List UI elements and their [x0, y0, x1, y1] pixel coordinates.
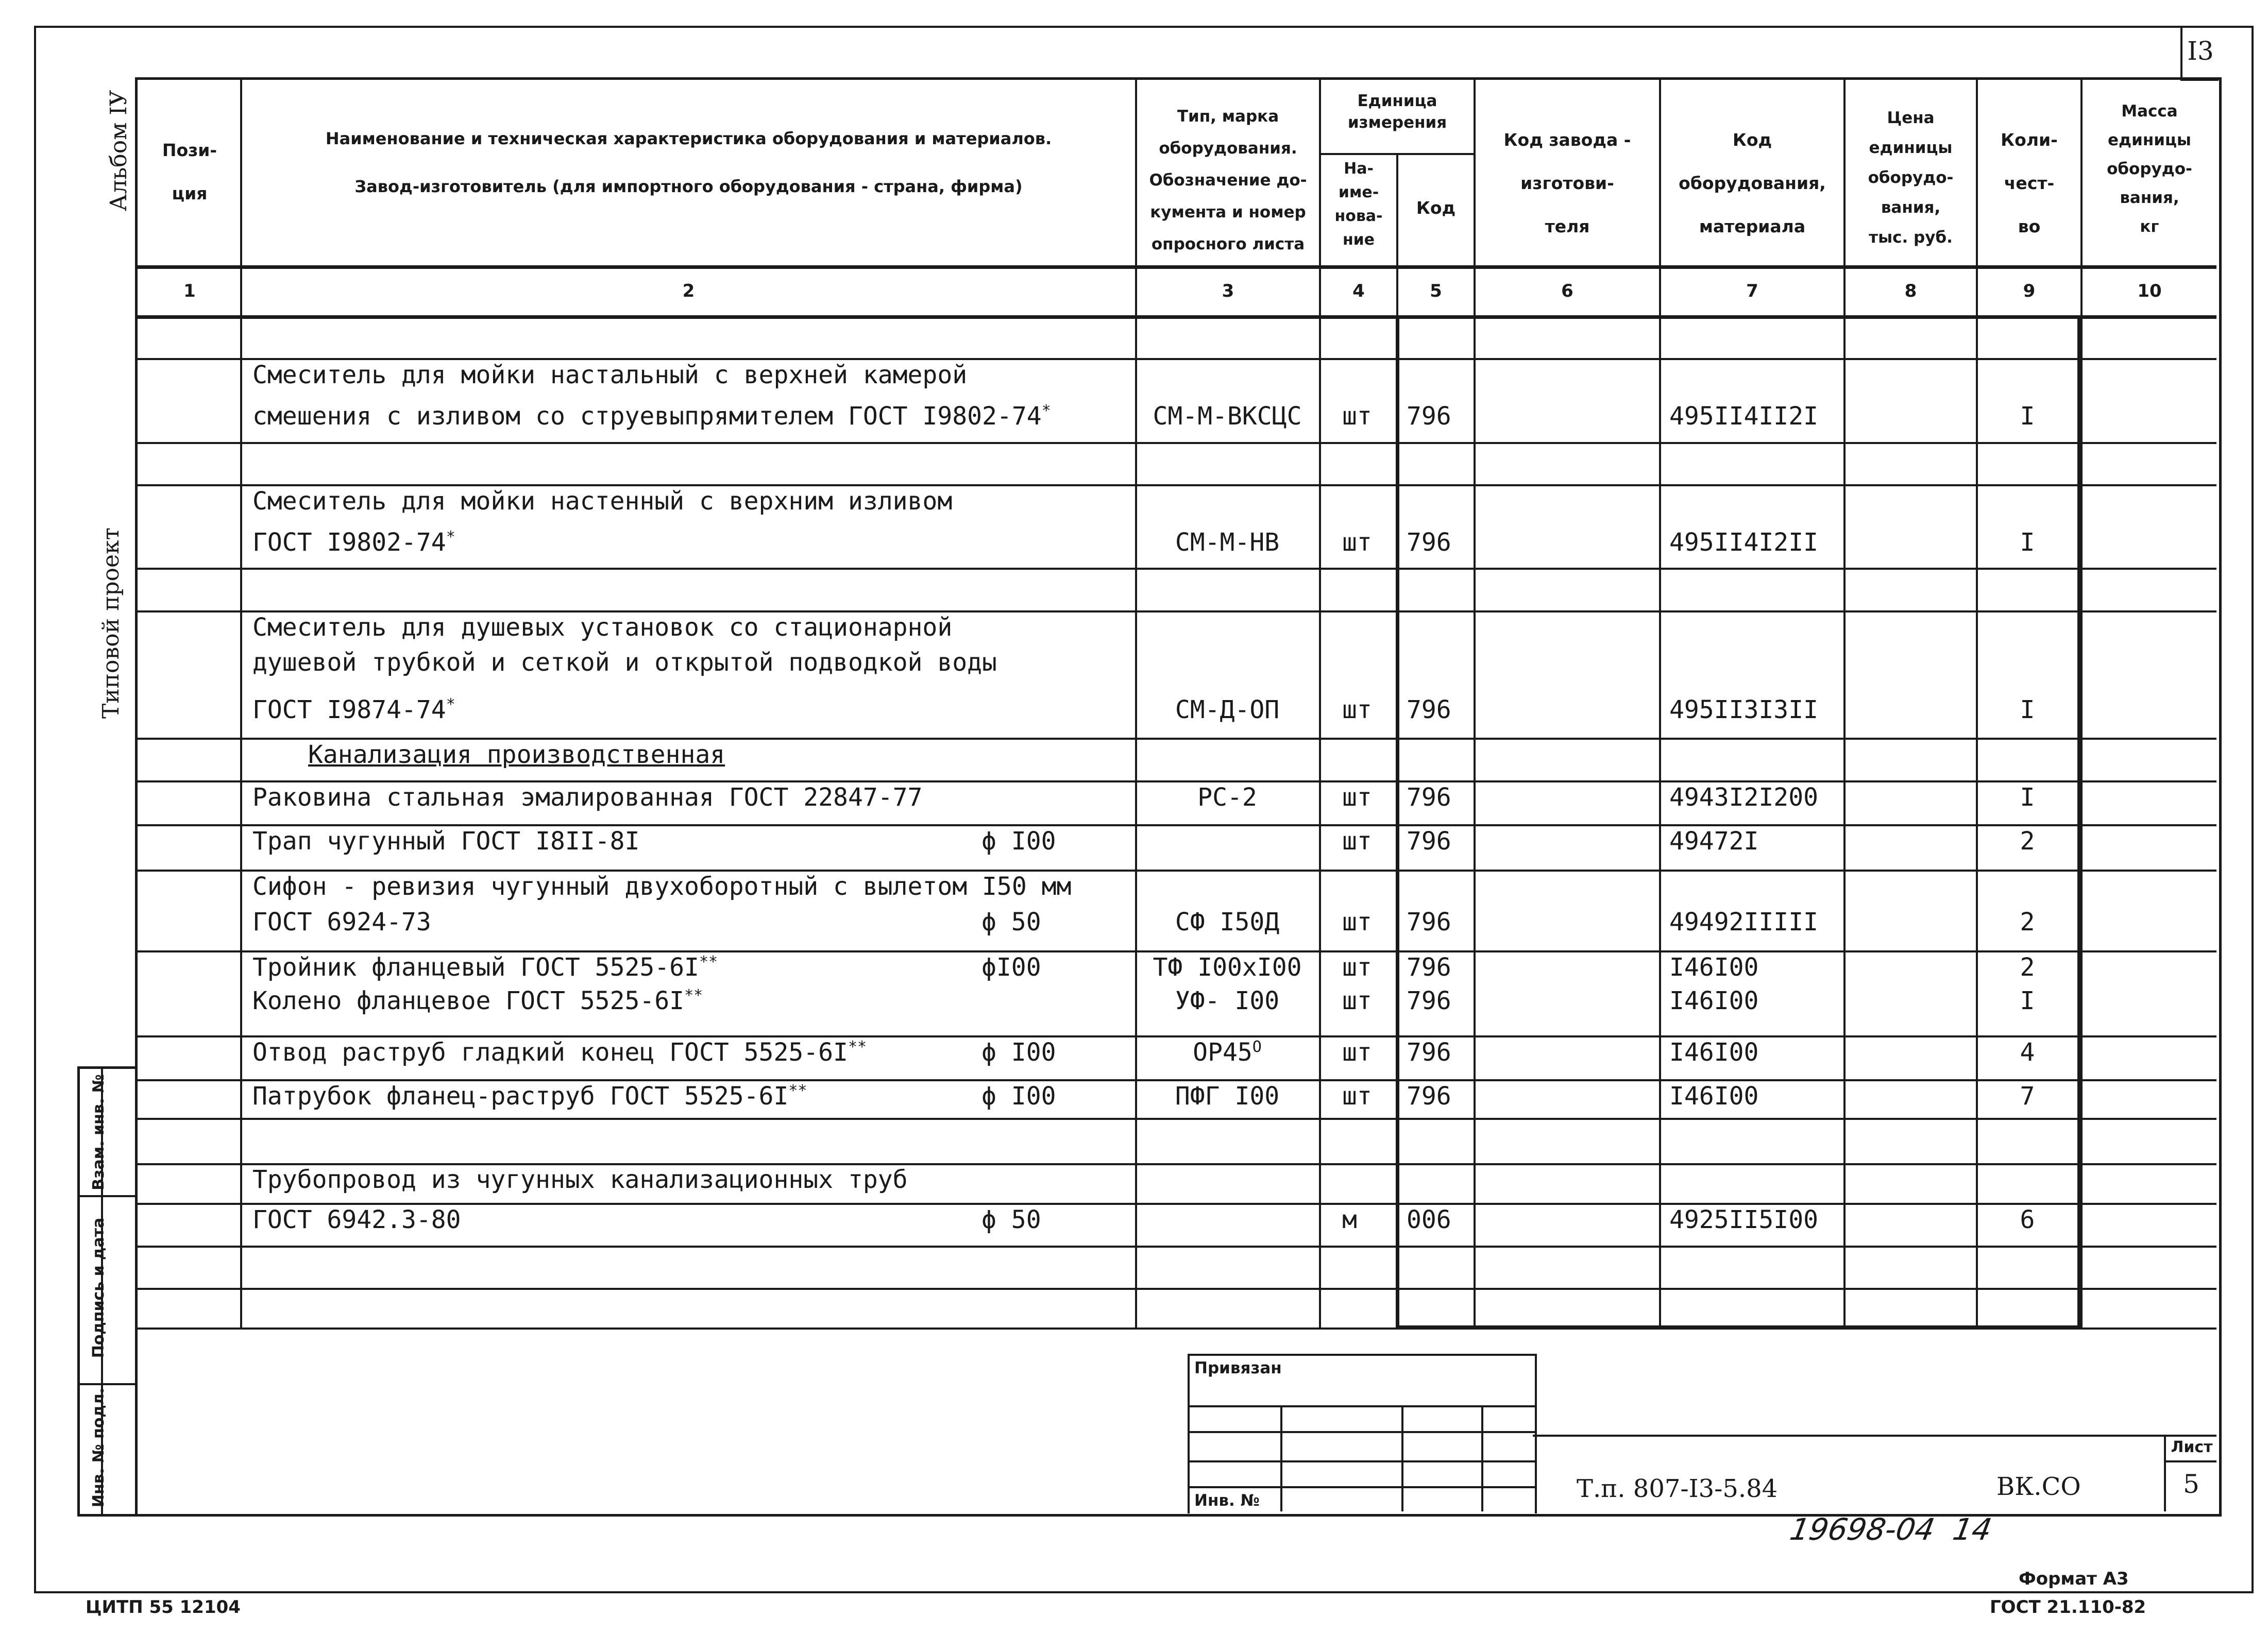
- row-unit: шт: [1342, 528, 1372, 557]
- row-line: [136, 1246, 2216, 1248]
- row-quantity: I: [2020, 528, 2035, 557]
- row-quantity: I: [2020, 402, 2035, 431]
- row-equipment-code: I46I00: [1669, 986, 1759, 1015]
- row-equipment-code: I46I00: [1669, 953, 1759, 982]
- col-number: 9: [2023, 281, 2036, 301]
- row-unit: шт: [1342, 1038, 1372, 1067]
- side-label-podpis: Подпись и дата: [90, 1217, 108, 1358]
- title-block-top: [1533, 1435, 2216, 1437]
- body-box-left: [1396, 315, 1399, 1329]
- row-name: Отвод раструб гладкий конец ГОСТ 5525-6I**: [252, 1038, 867, 1067]
- designation: Т.п. 807-I3-5.84: [1577, 1474, 1778, 1503]
- inv-no-label: Инв. №: [1194, 1491, 1260, 1510]
- row-unit: шт: [1342, 1082, 1372, 1111]
- header-equipment-code: Код оборудования, материала: [1679, 130, 1826, 236]
- row-line: [136, 568, 2216, 570]
- row-line: [136, 442, 2216, 444]
- row-name: Смеситель для мойки настенный с верхним изливом: [252, 487, 953, 516]
- row-equipment-code: I46I00: [1669, 1038, 1759, 1067]
- row-line: [136, 484, 2216, 486]
- col-number: 10: [2137, 281, 2162, 301]
- row-name: Патрубок фланец-раструб ГОСТ 5525-6I**: [252, 1082, 807, 1111]
- row-line: [136, 1118, 2216, 1120]
- row-diameter: ϕ I00: [981, 1082, 1056, 1111]
- row-name: Сифон - ревизия чугунный двухоборотный с вылетом I50 мм: [252, 872, 1072, 901]
- row-unit-code: 796: [1407, 402, 1451, 431]
- row-quantity: 6: [2020, 1205, 2035, 1234]
- row-name: ГОСТ 6942.3-80: [252, 1205, 461, 1234]
- row-line: [136, 358, 2216, 360]
- col-line-1: [240, 77, 242, 1329]
- row-name: Канализация производственная: [308, 740, 725, 769]
- row-unit: шт: [1342, 783, 1372, 812]
- table-bottom-line: [136, 1327, 2216, 1330]
- col-line-8: [1976, 77, 1978, 1329]
- row-unit-code: 796: [1407, 1082, 1451, 1111]
- row-equipment-code: 49492IIIII: [1669, 908, 1818, 937]
- row-unit-code: 796: [1407, 986, 1451, 1015]
- row-name: Трап чугунный ГОСТ I8II-8I: [252, 827, 640, 856]
- row-equipment-code: 49472I: [1669, 827, 1759, 856]
- row-line: [136, 610, 2216, 612]
- list-box-mid: [2164, 1460, 2216, 1462]
- row-name: ГОСТ I9802-74*: [252, 528, 455, 557]
- row-name: Смеситель для душевых установок со стационарной: [252, 613, 953, 642]
- row-unit-code: 006: [1407, 1205, 1451, 1234]
- row-line: [136, 738, 2216, 740]
- footnote-mark: **: [788, 1082, 807, 1100]
- row-unit-code: 796: [1407, 695, 1451, 724]
- row-mark: РС-2: [1197, 783, 1257, 812]
- list-label: Лист: [2171, 1438, 2213, 1456]
- header-unit: Единица измерения: [1347, 92, 1447, 132]
- row-unit: шт: [1342, 695, 1372, 724]
- col-number: 6: [1561, 281, 1573, 301]
- handwritten-number: 19698-04 14: [1787, 1512, 1994, 1547]
- list-number: 5: [2183, 1469, 2199, 1499]
- stamp-vline: [1481, 1405, 1483, 1511]
- citp-label: ЦИТП 55 12104: [86, 1597, 241, 1618]
- row-diameter: ϕI00: [981, 953, 1041, 982]
- row-name: Раковина стальная эмалированная ГОСТ 22847-77: [252, 783, 923, 812]
- side-label-vzam: Взам. инв. №: [90, 1074, 108, 1190]
- row-mark: СФ I50Д: [1175, 908, 1280, 937]
- header-quantity: Коли- чест- во: [2001, 130, 2058, 236]
- album-label: Альбом IУ: [106, 90, 132, 211]
- row-line: [136, 870, 2216, 872]
- footnote-mark: **: [699, 953, 718, 971]
- header-name-line1: Наименование и техническая характеристика оборудования и материалов.: [325, 129, 1052, 148]
- row-name: ГОСТ 6924-73: [252, 908, 431, 937]
- footnote-mark: *: [446, 695, 455, 713]
- row-line: [136, 824, 2216, 826]
- row-equipment-code: 4925II5I00: [1669, 1205, 1818, 1234]
- row-unit: шт: [1342, 986, 1372, 1015]
- col-number: 4: [1352, 281, 1365, 301]
- privyazan-label: Привязан: [1194, 1359, 1282, 1377]
- side-label-inv: Инв. № подл.: [90, 1387, 108, 1508]
- degree-mark: О: [1252, 1038, 1262, 1056]
- footnote-mark: *: [1041, 402, 1051, 420]
- row-unit: шт: [1342, 953, 1372, 982]
- row-unit-code: 796: [1407, 783, 1451, 812]
- footnote-mark: **: [684, 986, 703, 1005]
- header-type: Тип, марка оборудования. Обозначение до- кумента и номер опросного листа: [1149, 107, 1307, 253]
- row-quantity: 2: [2020, 827, 2035, 856]
- row-line: [136, 950, 2216, 952]
- row-line: [136, 1079, 2216, 1081]
- header-unit-name: На- име- нова- ние: [1334, 160, 1383, 249]
- row-equipment-code: I46I00: [1669, 1082, 1759, 1111]
- col-number: 2: [682, 281, 695, 301]
- row-mark: $ОР45^О$: [1193, 1038, 1262, 1067]
- row-quantity: 2: [2020, 953, 2035, 982]
- row-unit-code: 796: [1407, 908, 1451, 937]
- privyazan-box: [1188, 1354, 1537, 1513]
- row-diameter: ϕ 50: [981, 908, 1041, 937]
- header-bottom-line: [136, 265, 2216, 269]
- row-name: Трубопровод из чугунных канализационных труб: [252, 1165, 908, 1194]
- sheet-number: I3: [2187, 36, 2214, 66]
- col-line-2: [1135, 77, 1137, 1329]
- row-mark: ПФГ I00: [1175, 1082, 1280, 1111]
- body-box-right: [2077, 315, 2081, 1329]
- row-mark: СМ-М-НВ: [1175, 528, 1280, 557]
- row-unit-code: 796: [1407, 528, 1451, 557]
- footnote-mark: **: [848, 1038, 867, 1056]
- row-name: смешения с изливом со струевыпрямителем ГОСТ I9802-74*: [252, 402, 1051, 431]
- col-line-3: [1319, 77, 1321, 1329]
- row-equipment-code: 4943I2I200: [1669, 783, 1818, 812]
- col-number: 3: [1222, 281, 1234, 301]
- row-name: Колено фланцевое ГОСТ 5525-6I**: [252, 986, 703, 1015]
- row-unit: м: [1342, 1205, 1357, 1234]
- header-name-line2: Завод-изготовитель (для импортного оборудования - страна, фирма): [354, 177, 1023, 196]
- row-quantity: I: [2020, 986, 2035, 1015]
- format-label: Формат А3: [2019, 1569, 2129, 1589]
- gost-label: ГОСТ 21.110-82: [1990, 1597, 2146, 1618]
- row-name: ГОСТ I9874-74*: [252, 695, 455, 724]
- footnote-mark: *: [446, 528, 455, 546]
- row-unit-code: 796: [1407, 953, 1451, 982]
- row-equipment-code: 495II3I3II: [1669, 695, 1818, 724]
- col-line-5: [1474, 77, 1476, 1329]
- row-diameter: ϕ I00: [981, 827, 1056, 856]
- stamp-vline: [1280, 1405, 1282, 1511]
- row-line: [136, 780, 2216, 782]
- row-name: душевой трубкой и сеткой и открытой подводкой воды: [252, 648, 997, 677]
- header-factory-code: Код завода - изготови- теля: [1503, 130, 1631, 236]
- header-mass: Масса единицы оборудо- вания, кг: [2107, 102, 2192, 236]
- header-position: Пози- ция: [162, 140, 217, 203]
- row-equipment-code: 495II4II2I: [1669, 402, 1818, 431]
- row-equipment-code: 495II4I2II: [1669, 528, 1818, 557]
- row-mark: СМ-М-ВКСЦС: [1153, 402, 1302, 431]
- row-quantity: I: [2020, 695, 2035, 724]
- row-line: [136, 1203, 2216, 1205]
- col-line-7: [1843, 77, 1846, 1329]
- row-diameter: ϕ I00: [981, 1038, 1056, 1067]
- row-quantity: 2: [2020, 908, 2035, 937]
- header-price: Цена единицы оборудо- вания, тыс. руб.: [1868, 109, 1954, 247]
- col-number: 7: [1746, 281, 1758, 301]
- row-unit: шт: [1342, 908, 1372, 937]
- numbers-bottom-line: [136, 315, 2216, 319]
- row-mark: СМ-Д-ОП: [1175, 695, 1280, 724]
- row-quantity: 4: [2020, 1038, 2035, 1067]
- col-number: 8: [1904, 281, 1917, 301]
- row-line: [136, 1288, 2216, 1290]
- row-quantity: 7: [2020, 1082, 2035, 1111]
- header-unit-code: Код: [1416, 198, 1456, 218]
- row-unit: шт: [1342, 402, 1372, 431]
- row-unit-code: 796: [1407, 827, 1451, 856]
- project-type-label: Типовой проект: [98, 527, 124, 719]
- row-diameter: ϕ 50: [981, 1205, 1041, 1234]
- row-line: [136, 1035, 2216, 1037]
- row-name: Смеситель для мойки настальный с верхней камерой: [252, 361, 968, 389]
- row-unit: шт: [1342, 827, 1372, 856]
- side-stamp-line-1: [77, 1195, 135, 1197]
- row-name: Тройник фланцевый ГОСТ 5525-6I**: [252, 953, 718, 982]
- row-mark: ТФ I00хI00: [1153, 953, 1302, 982]
- section-code: ВК.СО: [1996, 1472, 2081, 1501]
- col-number: 5: [1430, 281, 1442, 301]
- row-quantity: I: [2020, 783, 2035, 812]
- col-line-6: [1659, 77, 1661, 1329]
- col-number: 1: [183, 281, 196, 301]
- row-mark: УФ- I00: [1175, 986, 1280, 1015]
- row-unit-code: 796: [1407, 1038, 1451, 1067]
- stamp-vline: [1401, 1405, 1403, 1511]
